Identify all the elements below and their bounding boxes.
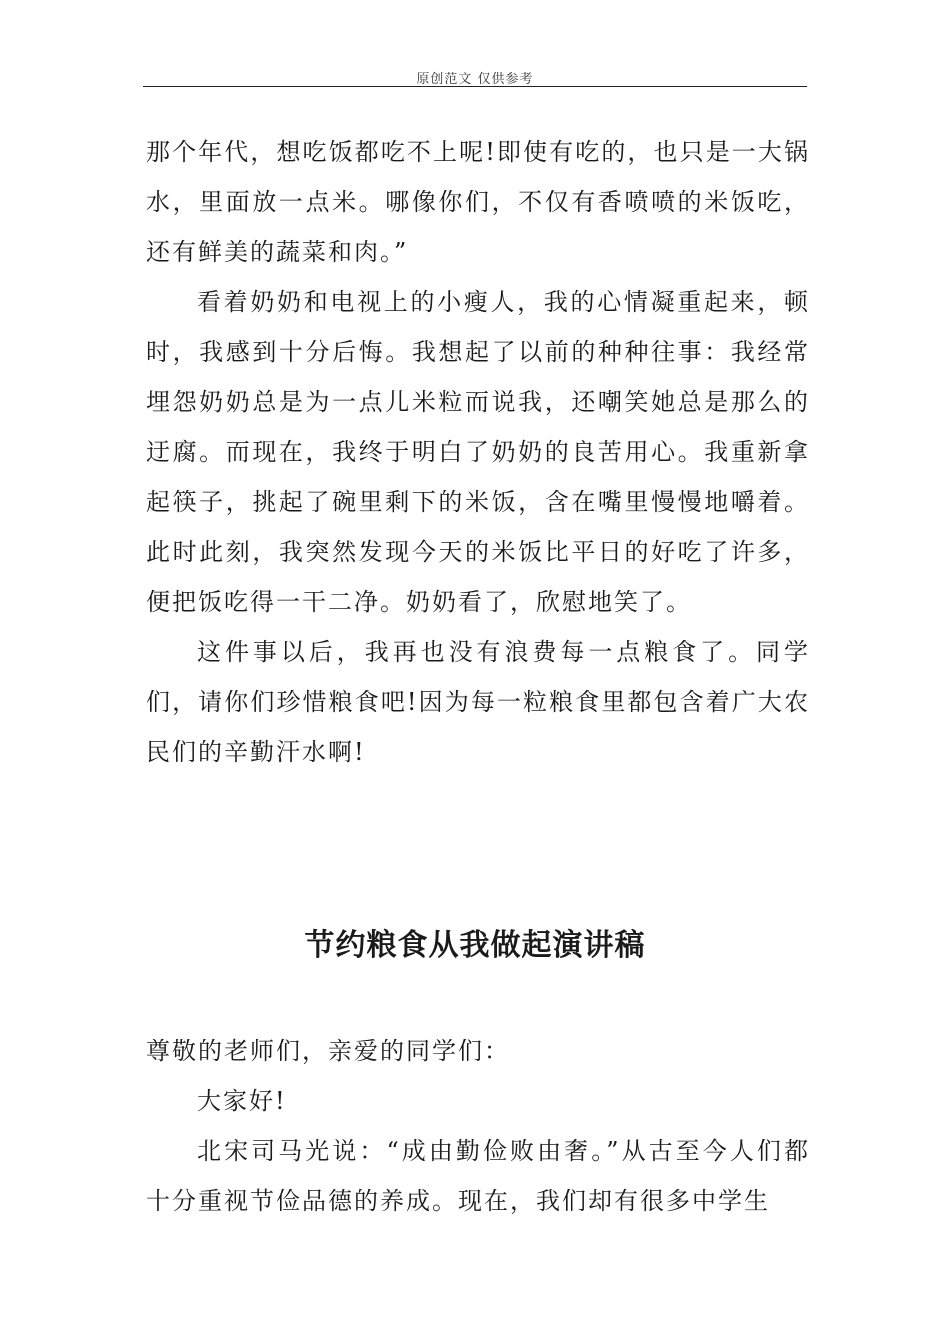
article1-paragraph-2: 看着奶奶和电视上的小瘦人，我的心情凝重起来，顿时，我感到十分后悔。我想起了以前的种种往事：我经常埋怨奶奶总是为一点儿米粒而说我，还嘲笑她总是那么的迂腐。而现在，我终于明白了奶奶的良苦用心。我重新拿起筷子，挑起了碗里剩下的米饭，含在嘴里慢慢地嚼着。此时此刻，我突然发现今天的米饭比平日的好吃了许多，便把饭吃得一干二净。奶奶看了，欣慰地笑了。	[146, 288, 810, 616]
header-caption: 原创范文 仅供参考	[416, 72, 534, 87]
article2-greeting: 大家好!	[197, 1087, 287, 1115]
article2-title: 节约粮食从我做起演讲稿	[304, 928, 646, 963]
article2-paragraph-1: 北宋司马光说：“成由勤俭败由奢。”从古至今人们都十分重视节俭品德的养成。现在，我们却有很多中学生	[146, 1137, 810, 1215]
article2-salutation: 尊敬的老师们，亲爱的同学们：	[146, 1037, 510, 1065]
article1-paragraph-3: 这件事以后，我再也没有浪费每一点粮食了。同学们，请你们珍惜粮食吧!因为每一粒粮食里都包含着广大农民们的辛勤汗水啊!	[146, 638, 810, 766]
header-divider	[143, 86, 807, 87]
article1-paragraph-1: 那个年代，想吃饭都吃不上呢!即使有吃的，也只是一大锅水，里面放一点米。哪像你们，不仅有香喷喷的米饭吃，还有鲜美的蔬菜和肉。”	[146, 138, 810, 266]
